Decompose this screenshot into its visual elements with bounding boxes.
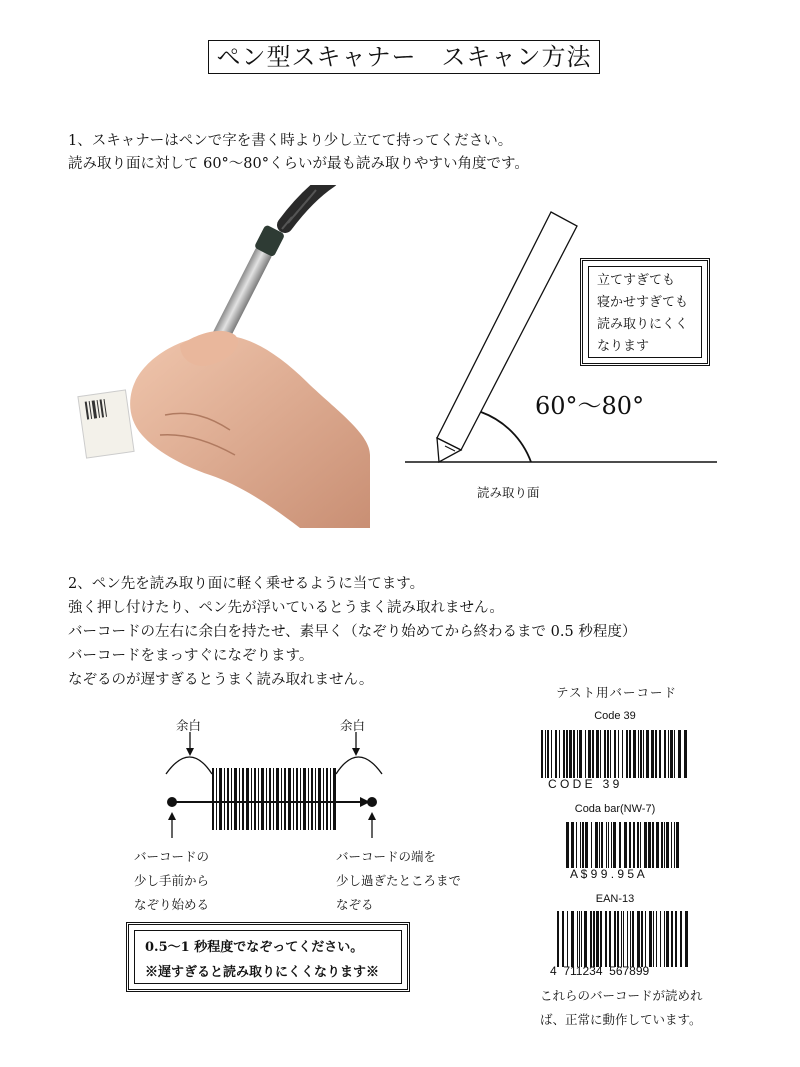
barcode-bar <box>651 730 654 778</box>
barcode-bar <box>670 730 673 778</box>
barcode-bar <box>592 730 594 778</box>
barcode-bar <box>613 822 616 868</box>
barcode-bar <box>661 822 663 868</box>
barcode-bar <box>547 730 549 778</box>
barcode-bar <box>629 730 631 778</box>
barcode-bar <box>637 911 640 967</box>
barcode-footer <box>540 984 703 1032</box>
barcode-bar <box>595 822 598 868</box>
barcode-bar <box>571 911 574 967</box>
pen-scanner-photo <box>70 185 370 528</box>
tip-line: 0.5～1 秒程度でなぞってください。 <box>145 940 364 955</box>
end-caption <box>336 845 461 917</box>
barcode-bar <box>645 911 646 967</box>
barcode-bar <box>621 911 622 967</box>
page-title: ペン型スキャナー スキャン方法 <box>208 40 600 74</box>
barcode-bar <box>610 730 611 778</box>
barcode-bar <box>671 911 673 967</box>
barcode-bar <box>566 822 569 868</box>
barcode-bar <box>664 730 666 778</box>
start-point <box>167 797 177 807</box>
code39-barcode <box>540 730 690 778</box>
barcode-bar <box>576 822 577 868</box>
barcode-bar <box>656 911 657 967</box>
barcode-bar <box>664 911 665 967</box>
barcode-bar <box>660 911 661 967</box>
barcode-name: EAN-13 <box>595 893 635 905</box>
barcode-bar <box>590 911 592 967</box>
test-barcode-title: テスト用バーコード <box>556 685 678 700</box>
barcode-text: 4 711234 567899 <box>550 964 650 978</box>
barcode-bar <box>666 822 669 868</box>
footer-line: ば、正常に動作しています。 <box>540 1012 702 1027</box>
ean13-barcode <box>556 911 688 967</box>
barcode-bar <box>596 911 599 967</box>
arrow-down-icon <box>352 748 360 756</box>
barcode-bar <box>643 730 644 778</box>
barcode-bar <box>600 730 601 778</box>
arrow-up-icon <box>368 812 376 820</box>
note-box <box>580 258 710 366</box>
barcode-bar <box>627 911 628 967</box>
tip-line: ※遅すぎると読み取りにくくなります※ <box>145 965 380 980</box>
barcode-bar <box>626 730 628 778</box>
start-caption-line: なぞり始める <box>134 897 210 912</box>
barcode-bar <box>596 730 599 778</box>
footer-line: これらのバーコードが読めれ <box>540 988 703 1003</box>
barcode-bar <box>559 730 560 778</box>
barcode-bar <box>644 822 647 868</box>
sample-barcode <box>212 768 336 830</box>
arrow-down-icon <box>186 748 194 756</box>
barcode-bar <box>648 822 651 868</box>
barcode-bar <box>582 822 584 868</box>
barcode-bar <box>609 911 611 967</box>
section2-line1: 2、ペン先を読み取り面に軽く乗せるように当てます。 <box>68 576 425 592</box>
barcode-bar <box>581 911 582 967</box>
section2-line4: バーコードをまっすぐになぞります。 <box>68 648 314 664</box>
barcode-bar <box>632 911 634 967</box>
barcode-bar <box>653 911 654 967</box>
barcode-bar <box>640 730 642 778</box>
barcode-bar <box>577 911 578 967</box>
arrow-up-icon <box>168 812 176 820</box>
barcode-bar <box>585 822 588 868</box>
barcode-bar <box>624 822 627 868</box>
barcode-bar <box>573 730 575 778</box>
barcode-bar <box>608 822 609 868</box>
barcode-bar <box>611 822 612 868</box>
barcode-text: A $ 9 9 . 9 5 A <box>570 867 645 881</box>
barcode-bar <box>649 911 652 967</box>
section2-line5: なぞるのが遅すぎるとうまく読み取れません。 <box>68 672 374 688</box>
barcode-bar <box>617 911 619 967</box>
end-caption-line: バーコードの端を <box>336 849 437 864</box>
barcode-bar <box>637 822 639 868</box>
barcode-bar <box>555 730 557 778</box>
section1-line1: 1、スキャナーはペンで字を書く時より少し立てて持ってください。 <box>68 133 513 149</box>
margin-right-label: 余白 <box>340 718 366 733</box>
barcode-bar <box>577 730 578 778</box>
barcode-bar <box>607 730 609 778</box>
surface-label: 読み取り面 <box>477 485 540 500</box>
barcode-bar <box>619 822 621 868</box>
tip-box <box>126 922 410 992</box>
barcode-bar <box>551 730 552 778</box>
section1-line2: 読み取り面に対して 60°～80°くらいが最も読み取りやすい角度です。 <box>68 156 529 172</box>
barcode-bar <box>646 730 649 778</box>
barcode-bar <box>604 730 606 778</box>
barcode-bar <box>588 730 591 778</box>
end-point <box>367 797 377 807</box>
barcode-bar <box>605 911 607 967</box>
barcode-bar <box>630 911 631 967</box>
note-line: 立てすぎても <box>597 273 676 288</box>
barcode-bar <box>599 822 600 868</box>
start-caption <box>134 845 209 917</box>
barcode-bar <box>633 822 635 868</box>
barcode-bar <box>600 911 602 967</box>
codabar-barcode <box>565 822 681 868</box>
barcode-bar <box>640 822 641 868</box>
barcode-bar <box>601 822 603 868</box>
section2-line2: 強く押し付けたり、ペン先が浮いているとうまく読み取れません。 <box>68 600 504 616</box>
barcode-bar <box>652 822 654 868</box>
barcode-bar <box>606 822 607 868</box>
barcode-bar <box>666 911 669 967</box>
barcode-bar <box>678 730 681 778</box>
barcode-bar <box>675 911 677 967</box>
start-caption-line: 少し手前から <box>134 873 210 888</box>
barcode-bar <box>569 730 572 778</box>
barcode-bar <box>562 911 564 967</box>
barcode-bar <box>623 911 624 967</box>
note-line: 寝かせすぎても <box>597 295 689 310</box>
barcode-name: Coda bar(NW-7) <box>574 803 656 815</box>
barcode-bar <box>629 822 631 868</box>
barcode-bar <box>671 822 672 868</box>
barcode-bar <box>655 730 657 778</box>
barcode-name: Code 39 <box>594 710 636 722</box>
barcode-bar <box>584 911 587 967</box>
barcode-bar <box>622 730 623 778</box>
barcode-bar <box>641 911 643 967</box>
margin-left-label: 余白 <box>176 718 202 733</box>
barcode-bar <box>557 911 559 967</box>
barcode-bar <box>579 911 580 967</box>
barcode-bar <box>676 822 679 868</box>
barcode-bar <box>579 730 582 778</box>
start-caption-line: バーコードの <box>134 849 210 864</box>
barcode-bar <box>585 730 586 778</box>
note-line: 読み取りにくく <box>597 317 689 332</box>
angle-label: 60°～80° <box>535 392 645 420</box>
barcode-bar <box>674 822 675 868</box>
barcode-bar <box>563 730 565 778</box>
barcode-bar <box>664 822 665 868</box>
barcode-bar <box>593 911 595 967</box>
barcode-bar <box>571 822 574 868</box>
barcode-bar <box>618 730 619 778</box>
barcode-bar <box>541 730 543 778</box>
barcode-bar <box>567 911 568 967</box>
hand-holding-pen-illustration <box>70 185 370 528</box>
barcode-bar <box>680 911 682 967</box>
barcode-text: C O D E 3 9 <box>548 777 620 791</box>
note-line: なります <box>597 339 650 354</box>
barcode-bar <box>633 730 636 778</box>
barcode-bar <box>656 822 659 868</box>
barcode-bar <box>684 730 687 778</box>
end-caption-line: なぞる <box>336 897 374 912</box>
barcode-bar <box>659 730 661 778</box>
end-caption-line: 少し過ぎたところまで <box>336 873 462 888</box>
barcode-bar <box>614 730 616 778</box>
section2-line3: バーコードの左右に余白を持たせ、素早く（なぞり始めてから終わるまで 0.5 秒程度） <box>68 624 637 640</box>
barcode-bar <box>638 730 639 778</box>
barcode-bar <box>685 911 688 967</box>
barcode-bar <box>674 730 675 778</box>
barcode-bar <box>614 911 616 967</box>
angle-arc <box>481 412 531 462</box>
barcode-bar <box>591 822 592 868</box>
barcode-bar <box>566 730 568 778</box>
scan-motion-diagram <box>150 730 400 840</box>
barcode-bar <box>545 730 546 778</box>
barcode-bar <box>580 822 581 868</box>
barcode-bar <box>668 730 669 778</box>
